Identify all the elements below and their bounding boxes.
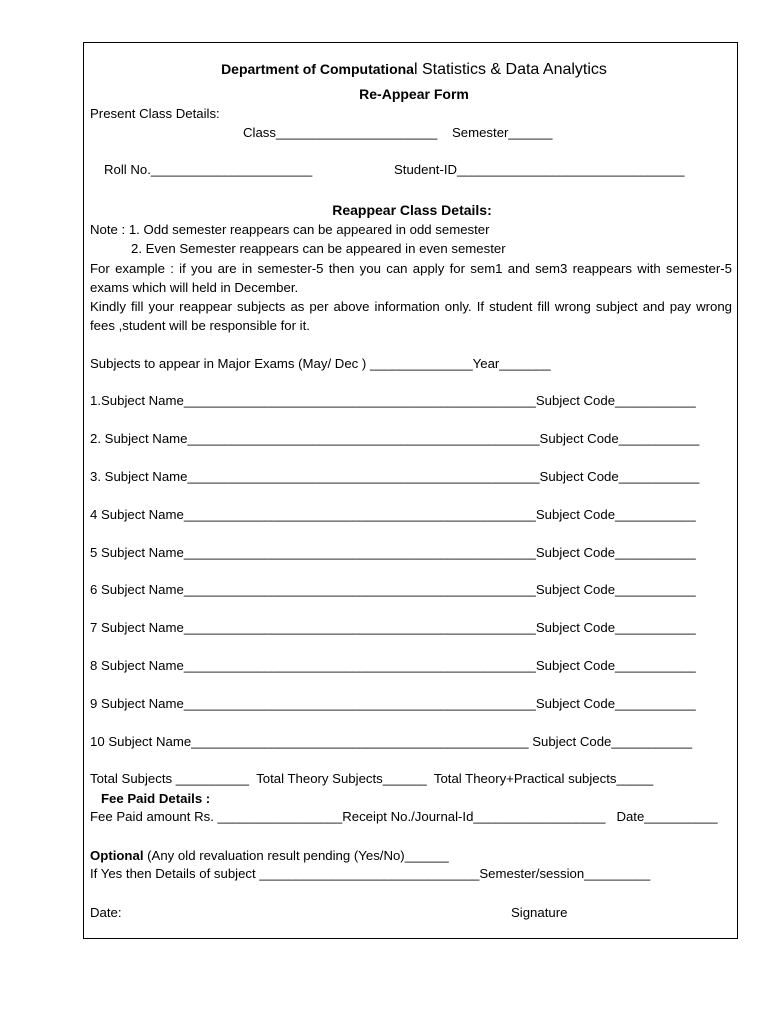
date-label: Date: bbox=[90, 905, 122, 920]
reappear-heading: Reappear Class Details: bbox=[332, 202, 492, 218]
subject-row: 9 Subject Name________________________________________________Subject Code___________ bbox=[90, 696, 696, 711]
signature-label: Signature bbox=[511, 905, 568, 920]
example-text: For example : if you are in semester-5 then you can apply for sem1 and sem3 reappears with semester-5 exams which will held in December. bbox=[90, 261, 732, 295]
department-title-bold: Department of Computationa bbox=[221, 61, 414, 77]
subject-row: 4 Subject Name________________________________________________Subject Code___________ bbox=[90, 507, 696, 522]
optional-label: Optional bbox=[90, 848, 144, 863]
fee-heading: Fee Paid Details : bbox=[101, 791, 211, 806]
subject-row: 6 Subject Name________________________________________________Subject Code___________ bbox=[90, 582, 696, 597]
roll-no-line: Roll No.______________________ bbox=[104, 162, 313, 177]
class-semester-line: Class______________________ Semester______ bbox=[243, 125, 553, 140]
fee-paid-line: Fee Paid amount Rs. _________________Receipt No./Journal-Id__________________ Date__________ bbox=[90, 809, 718, 824]
note-2: 2. Even Semester reappears can be appeared in even semester bbox=[131, 241, 506, 256]
department-title bbox=[0, 61, 768, 81]
subject-row: 2. Subject Name________________________________________________Subject Code___________ bbox=[90, 431, 700, 446]
form-title: Re-Appear Form bbox=[359, 86, 469, 102]
present-class-label: Present Class Details: bbox=[90, 106, 220, 121]
subject-details-line: If Yes then Details of subject ______________________________Semester/session_________ bbox=[90, 866, 651, 881]
subject-row: 10 Subject Name______________________________________________ Subject Code___________ bbox=[90, 734, 693, 749]
subject-row: 7 Subject Name________________________________________________Subject Code___________ bbox=[90, 620, 696, 635]
instruction-text: Kindly fill your reappear subjects as per above information only. If student fill wrong subject and pay wrong fees ,student will be responsible for it. bbox=[90, 299, 732, 333]
optional-line bbox=[90, 848, 449, 864]
optional-text: (Any old revaluation result pending (Yes/No)______ bbox=[143, 848, 449, 863]
subject-row: 3. Subject Name________________________________________________Subject Code___________ bbox=[90, 469, 700, 484]
subject-row: 5 Subject Name________________________________________________Subject Code___________ bbox=[90, 545, 696, 560]
major-exams-line: Subjects to appear in Major Exams (May/ Dec ) ______________Year_______ bbox=[90, 356, 551, 371]
subject-row: 8 Subject Name________________________________________________Subject Code___________ bbox=[90, 658, 696, 673]
student-id-line: Student-ID_______________________________ bbox=[394, 162, 685, 177]
subject-row: 1.Subject Name________________________________________________Subject Code___________ bbox=[90, 393, 696, 408]
note-1: Note : 1. Odd semester reappears can be appeared in odd semester bbox=[90, 222, 490, 237]
department-title-rest: l Statistics & Data Analytics bbox=[413, 61, 607, 78]
totals-line: Total Subjects __________ Total Theory Subjects______ Total Theory+Practical subjects_____ bbox=[90, 771, 654, 786]
